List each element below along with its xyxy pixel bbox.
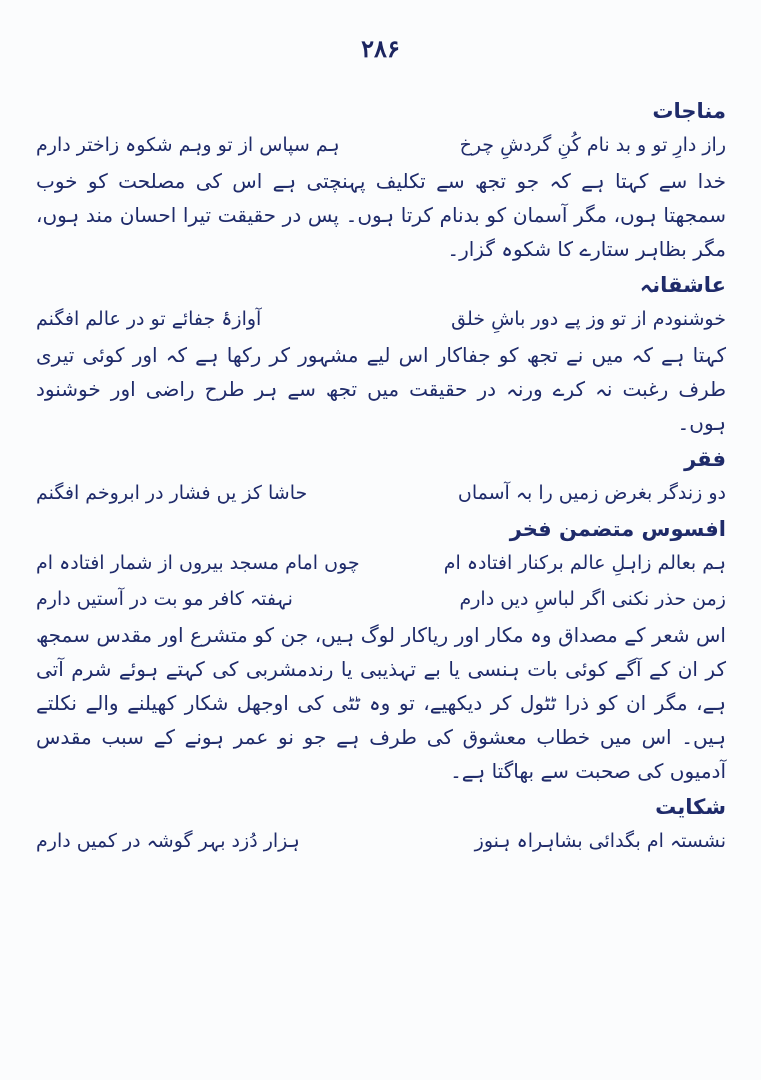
verse-ashiqana	[36, 302, 726, 336]
page-number: ۲۸۶	[361, 34, 400, 63]
verse-faqr	[36, 476, 726, 510]
para-afsos: اس شعر کے مصداق وہ مکار اور ریاکار لوگ ہیں، جن کو متشرع اور مقدس سمجھ کر ان کے آگے کوئی بات ہنسی یا بے تہذیبی یا رندمشربی کی کہتے ہوئے شرم آتی ہے، مگر ان کو ذرا ٹٹول کر دیکھیے، تو وہ ٹٹی کی اوجھل شکار کھیلنے والے نکلتے ہیں۔ اس میں خطاب معشوق کی طرف ہے جو نو عمر ہونے کے سبب مقدس آدمیوں کی صحبت سے بھاگتا ہے۔	[36, 623, 726, 783]
hemistich-1: خوشنودم از تو وز پے دور باشِ خلق	[451, 308, 726, 330]
para-munajat: خدا سے کہتا ہے کہ جو تجھ سے تکلیف پہنچتی ہے اس کی مصلحت کو خوب سمجھتا ہوں، مگر آسمان کو بدنام کرتا ہوں۔ پس در حقیقت تیرا احسان مند ہوں، مگر بظاہر ستارے کا شکوہ گزار۔	[36, 169, 727, 261]
page-body	[36, 92, 726, 860]
heading-shikayat: شکایت	[655, 795, 726, 819]
verse-afsos-2	[36, 582, 726, 616]
hemistich-2: نہفتہ کافر مو بت در آستیں دارم	[36, 588, 293, 610]
hemistich-1: ہم بعالم زاہلِ عالم برکنار افتادہ ام	[443, 552, 726, 574]
hemistich-2: چوں امام مسجد بیروں از شمار افتادہ ام	[36, 552, 360, 574]
heading-faqr: فقر	[684, 447, 726, 471]
para-ashiqana: کہتا ہے کہ میں نے تجھ کو جفاکار اس لیے مشہور کر رکھا ہے کہ اور کوئی تیری طرف رغبت نہ کرے ورنہ در حقیقت میں تجھ سے ہر طرح راضی اور خوشنود ہوں۔	[36, 343, 726, 435]
heading-ashiqana: عاشقانہ	[639, 273, 726, 297]
hemistich-1: نشستہ ام بگدائی بشاہراہ ہنوز	[474, 830, 726, 852]
hemistich-2: حاشا کز یں فشار در ابروخم افگنم	[36, 482, 308, 504]
verse-munajat	[36, 128, 726, 162]
verse-afsos-1	[36, 546, 726, 580]
hemistich-2: ہزار دُزد بہر گوشہ در کمیں دارم	[36, 830, 300, 852]
hemistich-2: آوازۂ جفائے تو در عالم افگنم	[36, 308, 262, 330]
hemistich-1: دو زندگر بغرض زمیں را بہ آسماں	[457, 482, 726, 504]
heading-afsos: افسوس متضمن فخر	[509, 517, 726, 541]
hemistich-1: زمن حذر نکنی اگر لباسِ دیں دارم	[459, 588, 726, 610]
heading-munajat: مناجات	[652, 99, 726, 123]
hemistich-1: راز دارِ تو و بد نام کُنِ گردشِ چرخ	[459, 134, 726, 156]
verse-shikayat	[36, 824, 726, 858]
hemistich-2: ہم سپاس از تو وہم شکوہ زاختر دارم	[36, 134, 340, 156]
